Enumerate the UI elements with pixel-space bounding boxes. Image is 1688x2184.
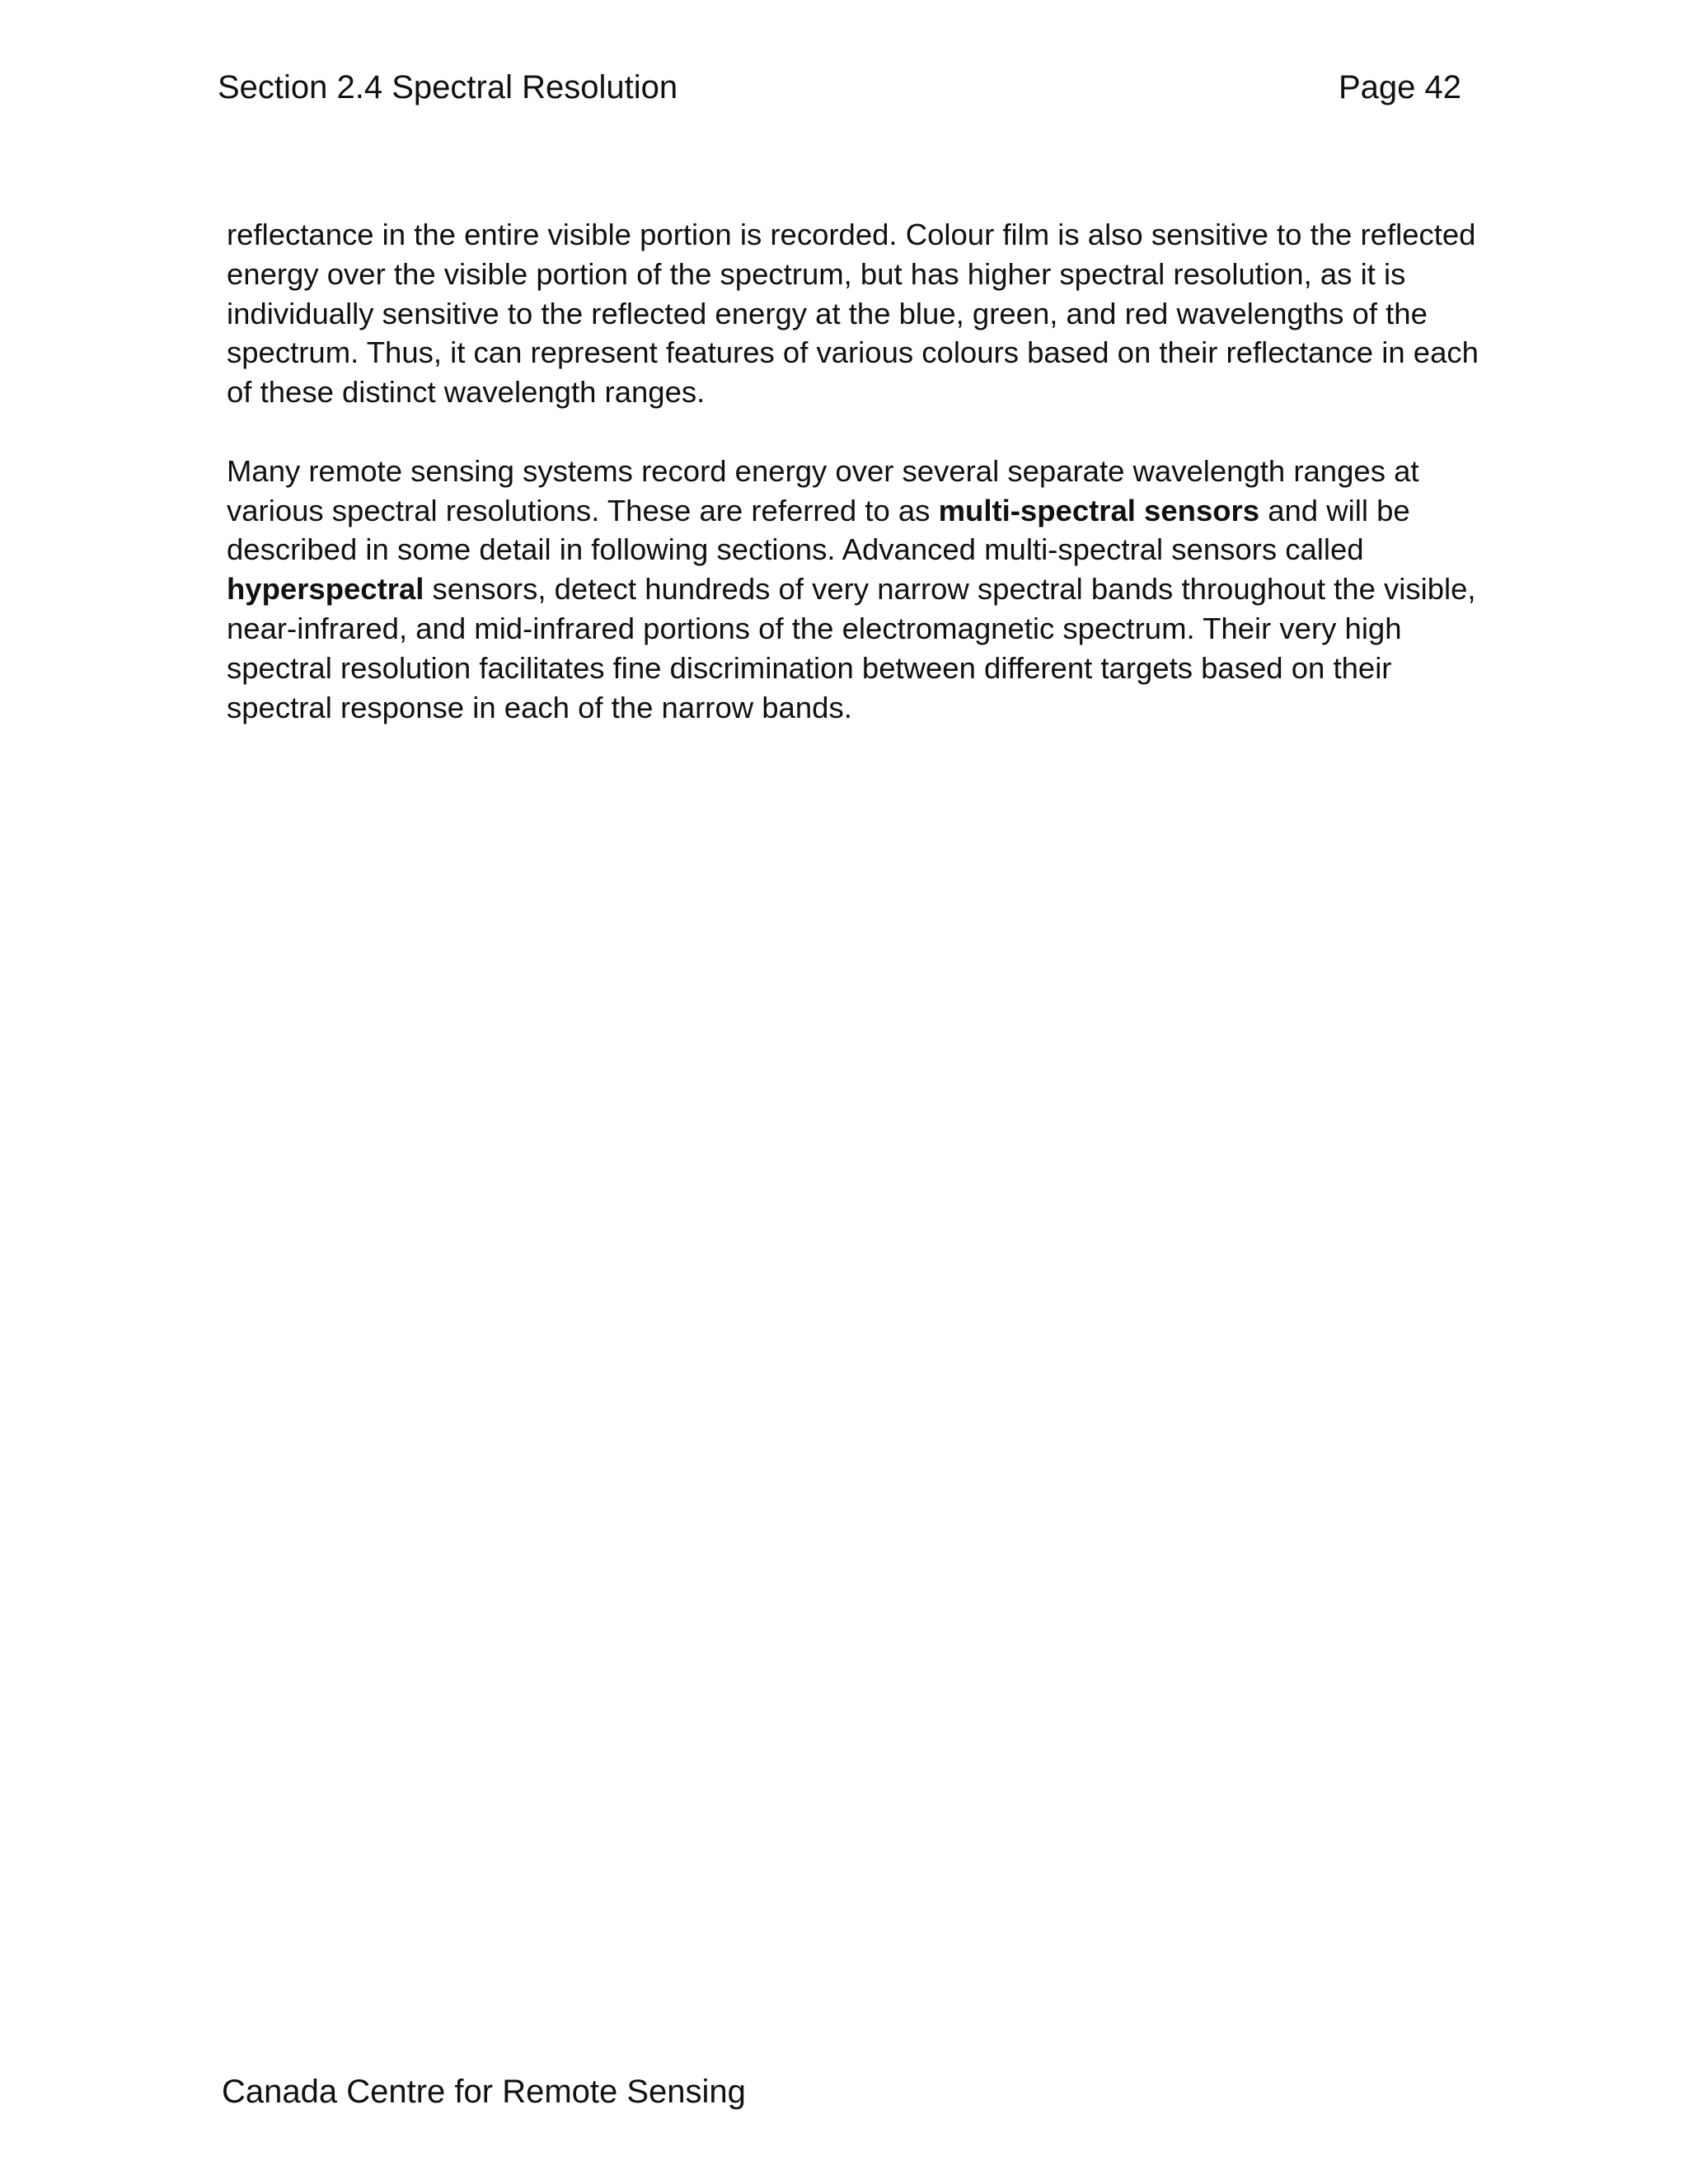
paragraph-2-text-1: Many remote sensing systems record energy over several separate wavelength ranges at various spectral resolutions. These are referred to as: [227, 453, 1419, 527]
paragraph-2: [227, 452, 1479, 728]
term-hyperspectral: hyperspectral: [227, 572, 424, 607]
section-title: Section 2.4 Spectral Resolution: [218, 69, 678, 105]
term-multi-spectral-sensors: multi-spectral sensors: [938, 493, 1260, 527]
page-number: Page 42: [1338, 69, 1461, 105]
document-body: [227, 215, 1479, 727]
paragraph-1: reflectance in the entire visible portion is recorded. Colour film is also sensitive to the reflected energy over the visible portion of the spectrum, but has higher spectral resolution, as it is individually sensitive to the reflected energy at the blue, green, and red wavelengths of the spectrum. Thus, it can represent features of various colours based on their reflectance in each of these distinct wavelength ranges.: [227, 218, 1479, 410]
paragraph-2-text-2: and will be described in some detail in following sections. Advanced multi-spectral sensors called: [227, 493, 1410, 567]
footer-organization: Canada Centre for Remote Sensing: [222, 2074, 746, 2110]
paragraph-2-text-3: sensors, detect hundreds of very narrow spectral bands throughout the visible, near-infrared, and mid-infrared portions of the electromagnetic spectrum. Their very high spectral resolution facilitates fine discrimination between different targets based on their spectral response in each of the narrow bands.: [227, 572, 1476, 724]
